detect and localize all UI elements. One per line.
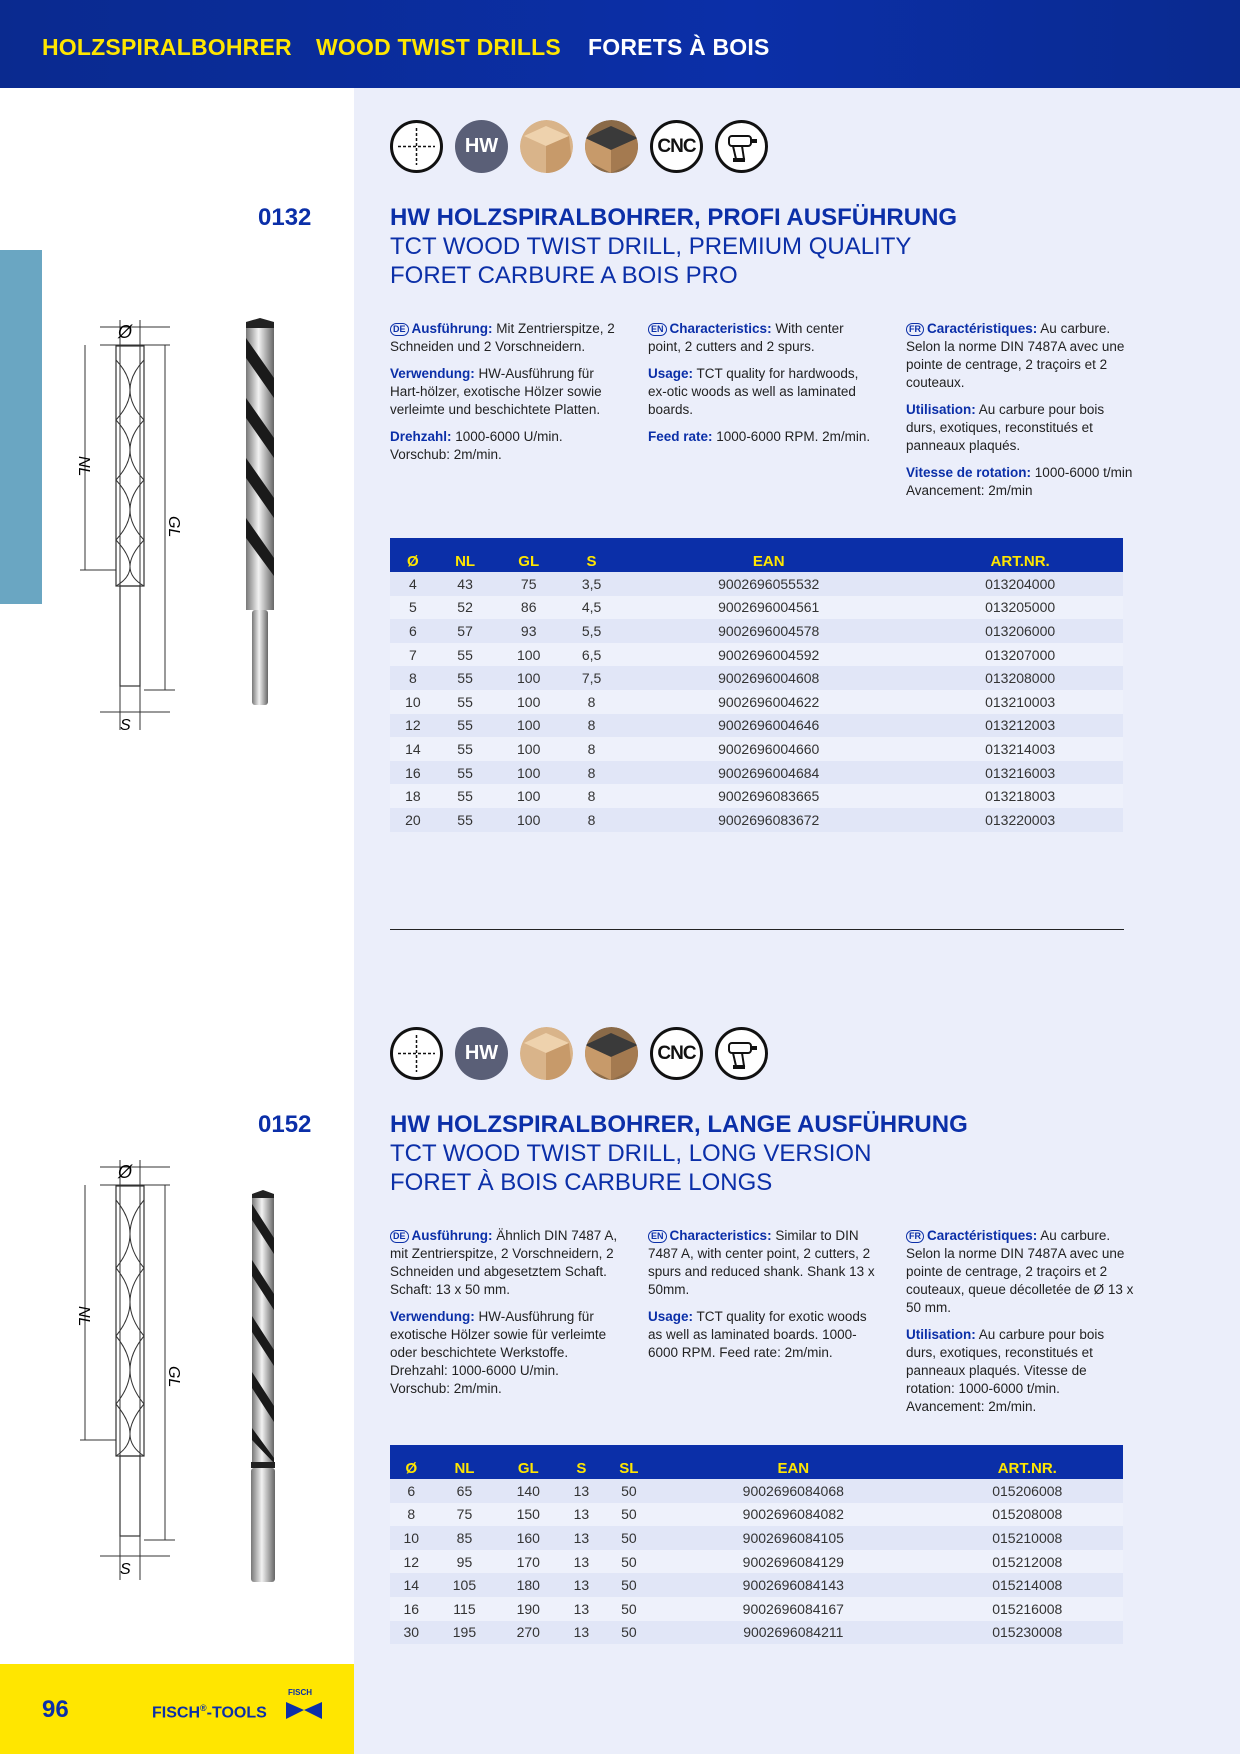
table-cell: 100 — [494, 643, 563, 667]
table-cell: 9002696004608 — [620, 666, 917, 690]
table-cell: 12 — [390, 1550, 433, 1574]
table-cell: 170 — [496, 1550, 560, 1574]
table-cell: 013207000 — [917, 643, 1123, 667]
table-cell: 8 — [563, 761, 620, 785]
table-cell: 13 — [560, 1573, 603, 1597]
table-body — [390, 572, 1123, 832]
description-0152 — [390, 1227, 1150, 1425]
table-cell: 9002696004561 — [620, 596, 917, 620]
table-cell: 015216008 — [932, 1597, 1123, 1621]
column-header: NL — [433, 1445, 497, 1479]
table-row — [390, 690, 1123, 714]
table-header-row — [390, 1445, 1123, 1479]
header-title-en: WOOD TWIST DRILLS — [316, 34, 561, 60]
technical-drawing-0152 — [70, 1150, 200, 1590]
product-code: 0132 — [258, 204, 312, 231]
table-cell: 10 — [390, 1526, 433, 1550]
product-title-fr: FORET CARBURE A BOIS PRO — [390, 262, 738, 289]
table-cell: 7 — [390, 643, 436, 667]
table-cell: 100 — [494, 714, 563, 738]
column-header: Ø — [390, 538, 436, 572]
table-row — [390, 1597, 1123, 1621]
table-cell: 013210003 — [917, 690, 1123, 714]
table-cell: 100 — [494, 808, 563, 832]
table-cell: 8 — [563, 690, 620, 714]
softwood-icon — [520, 1027, 573, 1080]
table-cell: 8 — [563, 784, 620, 808]
table-cell: 50 — [603, 1621, 655, 1645]
table-row — [390, 1573, 1123, 1597]
table-cell: 57 — [436, 619, 495, 643]
drawing-label-nl: NL — [75, 456, 92, 477]
table-cell: 9002696004592 — [620, 643, 917, 667]
table-cell: 16 — [390, 1597, 433, 1621]
table-cell: 50 — [603, 1479, 655, 1503]
brand-name: FISCH®-TOOLS — [152, 1703, 267, 1722]
section-side-tab — [0, 250, 42, 604]
table-cell: 30 — [390, 1621, 433, 1645]
page-footer — [0, 1664, 354, 1754]
table-cell: 7,5 — [563, 666, 620, 690]
table-cell: 9002696083665 — [620, 784, 917, 808]
technical-drawing-0132 — [70, 300, 200, 740]
table-cell: 55 — [436, 737, 495, 761]
softwood-icon — [520, 120, 573, 173]
table-cell: 100 — [494, 737, 563, 761]
drawing-label-s: S — [120, 717, 131, 734]
product-title — [390, 203, 1190, 290]
table-cell: 015206008 — [932, 1479, 1123, 1503]
table-cell: 6 — [390, 1479, 433, 1503]
table-row — [390, 1503, 1123, 1527]
column-header: ART.NR. — [917, 538, 1123, 572]
table-cell: 9002696004646 — [620, 714, 917, 738]
table-cell: 3,5 — [563, 572, 620, 596]
table-row — [390, 1526, 1123, 1550]
table-cell: 195 — [433, 1621, 497, 1645]
power-drill-icon — [715, 1027, 768, 1080]
table-row — [390, 714, 1123, 738]
table-cell: 270 — [496, 1621, 560, 1645]
column-header: ART.NR. — [932, 1445, 1123, 1479]
table-cell: 115 — [433, 1597, 497, 1621]
page-number: 96 — [42, 1696, 69, 1723]
table-row — [390, 1621, 1123, 1645]
cnc-icon: CNC — [650, 1027, 703, 1080]
table-cell: 100 — [494, 784, 563, 808]
table-cell: 93 — [494, 619, 563, 643]
table-cell: 9002696055532 — [620, 572, 917, 596]
table-cell: 4 — [390, 572, 436, 596]
laminated-board-icon — [585, 1027, 638, 1080]
fisch-logo-icon — [284, 1686, 324, 1722]
table-cell: 015230008 — [932, 1621, 1123, 1645]
table-cell: 9002696084167 — [655, 1597, 932, 1621]
table-body — [390, 1479, 1123, 1644]
table-cell: 100 — [494, 761, 563, 785]
product-title-de: HW HOLZSPIRALBOHRER, PROFI AUSFÜHRUNG — [390, 204, 958, 231]
table-cell: 9002696084143 — [655, 1573, 932, 1597]
table-row — [390, 737, 1123, 761]
column-header: EAN — [655, 1445, 932, 1479]
column-header: GL — [494, 538, 563, 572]
feature-icons-0132 — [390, 120, 768, 173]
table-cell: 190 — [496, 1597, 560, 1621]
table-cell: 8 — [390, 666, 436, 690]
table-cell: 6,5 — [563, 643, 620, 667]
table-cell: 95 — [433, 1550, 497, 1574]
table-cell: 52 — [436, 596, 495, 620]
table-cell: 013220003 — [917, 808, 1123, 832]
description-de: DE Ausführung: Ähnlich DIN 7487 A, mit Zentrierspitze, 2 Vorschneidern, 2 Schneiden und abgesetztem Schaft. Schaft: 13 x 50 mm. Verwendung: HW-Ausführung für exotische Hölzer sowie für verleimte oder beschichtete Werkstoffe. Drehzahl: 1000-6000 U/min. Vorschub: 2m/min. — [390, 1228, 618, 1396]
drill-photo-0132 — [240, 318, 280, 718]
table-cell: 50 — [603, 1597, 655, 1621]
table-cell: 9002696084211 — [655, 1621, 932, 1645]
column-header: Ø — [390, 1445, 433, 1479]
table-header-row — [390, 538, 1123, 572]
drawing-label-diameter: Ø — [118, 1162, 133, 1182]
table-cell: 9002696004660 — [620, 737, 917, 761]
table-cell: 55 — [436, 808, 495, 832]
hw-carbide-icon: HW — [455, 1027, 508, 1080]
table-cell: 140 — [496, 1479, 560, 1503]
table-cell: 55 — [436, 784, 495, 808]
table-cell: 150 — [496, 1503, 560, 1527]
product-title-en: TCT WOOD TWIST DRILL, PREMIUM QUALITY — [390, 233, 912, 260]
description-en: EN Characteristics: Similar to DIN 7487 A, with center point, 2 cutters, 2 spurs and reduced shank. Shank 13 x 50mm. Usage: TCT quality for exotic woods as well as laminated boards. 1000-6000 RPM. Feed rate: 2m/min. — [648, 1228, 875, 1360]
table-cell: 50 — [603, 1550, 655, 1574]
table-cell: 16 — [390, 761, 436, 785]
table-cell: 10 — [390, 690, 436, 714]
table-cell: 9002696083672 — [620, 808, 917, 832]
table-cell: 013206000 — [917, 619, 1123, 643]
header-title-fr: FORETS À BOIS — [588, 34, 770, 60]
table-cell: 55 — [436, 690, 495, 714]
table-cell: 13 — [560, 1550, 603, 1574]
table-cell: 8 — [563, 737, 620, 761]
table-row — [390, 666, 1123, 690]
table-cell: 13 — [560, 1621, 603, 1645]
product-title — [390, 1110, 1190, 1197]
table-cell: 43 — [436, 572, 495, 596]
table-row — [390, 1550, 1123, 1574]
table-cell: 75 — [494, 572, 563, 596]
table-cell: 100 — [494, 666, 563, 690]
description-en: EN Characteristics: With center point, 2 cutters and 2 spurs. Usage: TCT quality for hardwoods, ex-otic woods as well as laminated boards. Feed rate: 1000-6000 RPM. 2m/min. — [648, 321, 871, 444]
table-cell: 13 — [560, 1526, 603, 1550]
description-0132 — [390, 320, 1150, 509]
table-cell: 9002696004684 — [620, 761, 917, 785]
table-row — [390, 572, 1123, 596]
center-point-icon — [390, 120, 443, 173]
description-fr: FR Caractéristiques: Au carbure. Selon la norme DIN 7487A avec une pointe de centrage, 2 traçoirs et 2 couteaux, queue décolletée de Ø 13 x 50 mm. Utilisation: Au carbure pour bois durs, exotiques, reconstitués et panneaux plaqués. Vitesse de rotation: 1000-6000 t/min. Avancement: 2m/min. — [906, 1228, 1134, 1414]
column-header: EAN — [620, 538, 917, 572]
table-cell: 8 — [563, 808, 620, 832]
table-row — [390, 761, 1123, 785]
table-row — [390, 784, 1123, 808]
description-de: DE Ausführung: Mit Zentrierspitze, 2 Schneiden und 2 Vorschneidern. Verwendung: HW-Ausführung für Hart-hölzer, exotische Hölzer sowie verleimte und beschichtete Platten. Drehzahl: 1000-6000 U/min. Vorschub: 2m/min. — [390, 321, 615, 462]
table-cell: 50 — [603, 1526, 655, 1550]
table-row — [390, 1479, 1123, 1503]
table-cell: 86 — [494, 596, 563, 620]
table-cell: 9002696004622 — [620, 690, 917, 714]
header-title-de: HOLZSPIRALBOHRER — [42, 34, 292, 60]
table-cell: 015212008 — [932, 1550, 1123, 1574]
laminated-board-icon — [585, 120, 638, 173]
table-cell: 5 — [390, 596, 436, 620]
table-cell: 9002696084082 — [655, 1503, 932, 1527]
table-cell: 75 — [433, 1503, 497, 1527]
table-cell: 12 — [390, 714, 436, 738]
table-cell: 013212003 — [917, 714, 1123, 738]
table-row — [390, 808, 1123, 832]
table-cell: 14 — [390, 1573, 433, 1597]
table-cell: 013205000 — [917, 596, 1123, 620]
table-cell: 9002696004578 — [620, 619, 917, 643]
drawing-label-diameter: Ø — [118, 322, 133, 342]
table-cell: 015214008 — [932, 1573, 1123, 1597]
table-cell: 50 — [603, 1573, 655, 1597]
center-point-icon — [390, 1027, 443, 1080]
table-cell: 015208008 — [932, 1503, 1123, 1527]
table-cell: 180 — [496, 1573, 560, 1597]
table-cell: 013216003 — [917, 761, 1123, 785]
column-header: GL — [496, 1445, 560, 1479]
table-cell: 8 — [390, 1503, 433, 1527]
hw-carbide-icon: HW — [455, 120, 508, 173]
table-cell: 013214003 — [917, 737, 1123, 761]
product-title-de: HW HOLZSPIRALBOHRER, LANGE AUSFÜHRUNG — [390, 1111, 968, 1138]
table-cell: 18 — [390, 784, 436, 808]
section-divider — [390, 929, 1124, 930]
table-cell: 013204000 — [917, 572, 1123, 596]
column-header: SL — [603, 1445, 655, 1479]
table-cell: 9002696084129 — [655, 1550, 932, 1574]
product-title-en: TCT WOOD TWIST DRILL, LONG VERSION — [390, 1140, 872, 1167]
column-header: NL — [436, 538, 495, 572]
feature-icons-0152 — [390, 1027, 768, 1080]
table-cell: 8 — [563, 714, 620, 738]
table-cell: 55 — [436, 714, 495, 738]
table-cell: 6 — [390, 619, 436, 643]
drawing-label-gl: GL — [165, 1366, 182, 1388]
svg-text:FISCH: FISCH — [288, 1688, 312, 1697]
drawing-label-nl: NL — [75, 1306, 92, 1327]
table-cell: 5,5 — [563, 619, 620, 643]
spec-table-0132 — [390, 538, 1123, 832]
table-cell: 65 — [433, 1479, 497, 1503]
table-row — [390, 619, 1123, 643]
table-cell: 13 — [560, 1597, 603, 1621]
table-cell: 015210008 — [932, 1526, 1123, 1550]
table-cell: 4,5 — [563, 596, 620, 620]
table-row — [390, 643, 1123, 667]
product-code: 0152 — [258, 1111, 312, 1138]
drawing-label-gl: GL — [165, 516, 182, 538]
table-cell: 105 — [433, 1573, 497, 1597]
product-title-fr: FORET À BOIS CARBURE LONGS — [390, 1169, 773, 1196]
table-row — [390, 596, 1123, 620]
cnc-icon: CNC — [650, 120, 703, 173]
table-cell: 50 — [603, 1503, 655, 1527]
spec-table-0152 — [390, 1445, 1123, 1644]
table-cell: 160 — [496, 1526, 560, 1550]
page-header — [0, 0, 1240, 88]
table-cell: 14 — [390, 737, 436, 761]
description-fr: FR Caractéristiques: Au carbure. Selon la norme DIN 7487A avec une pointe de centrage, 2 traçoirs et 2 couteaux. Utilisation: Au carbure pour bois durs, exotiques, reconstitués et panneaux plaqués. Vitesse de rotation: 1000-6000 t/min Avancement: 2m/min — [906, 321, 1133, 498]
column-header: S — [560, 1445, 603, 1479]
table-cell: 13 — [560, 1503, 603, 1527]
table-cell: 9002696084068 — [655, 1479, 932, 1503]
column-header: S — [563, 538, 620, 572]
table-cell: 013218003 — [917, 784, 1123, 808]
table-cell: 9002696084105 — [655, 1526, 932, 1550]
drawing-label-s: S — [120, 1561, 131, 1578]
table-cell: 013208000 — [917, 666, 1123, 690]
table-cell: 55 — [436, 761, 495, 785]
table-cell: 85 — [433, 1526, 497, 1550]
table-cell: 13 — [560, 1479, 603, 1503]
table-cell: 20 — [390, 808, 436, 832]
power-drill-icon — [715, 120, 768, 173]
table-cell: 100 — [494, 690, 563, 714]
table-cell: 55 — [436, 666, 495, 690]
drill-photo-0152 — [248, 1190, 278, 1585]
table-cell: 55 — [436, 643, 495, 667]
